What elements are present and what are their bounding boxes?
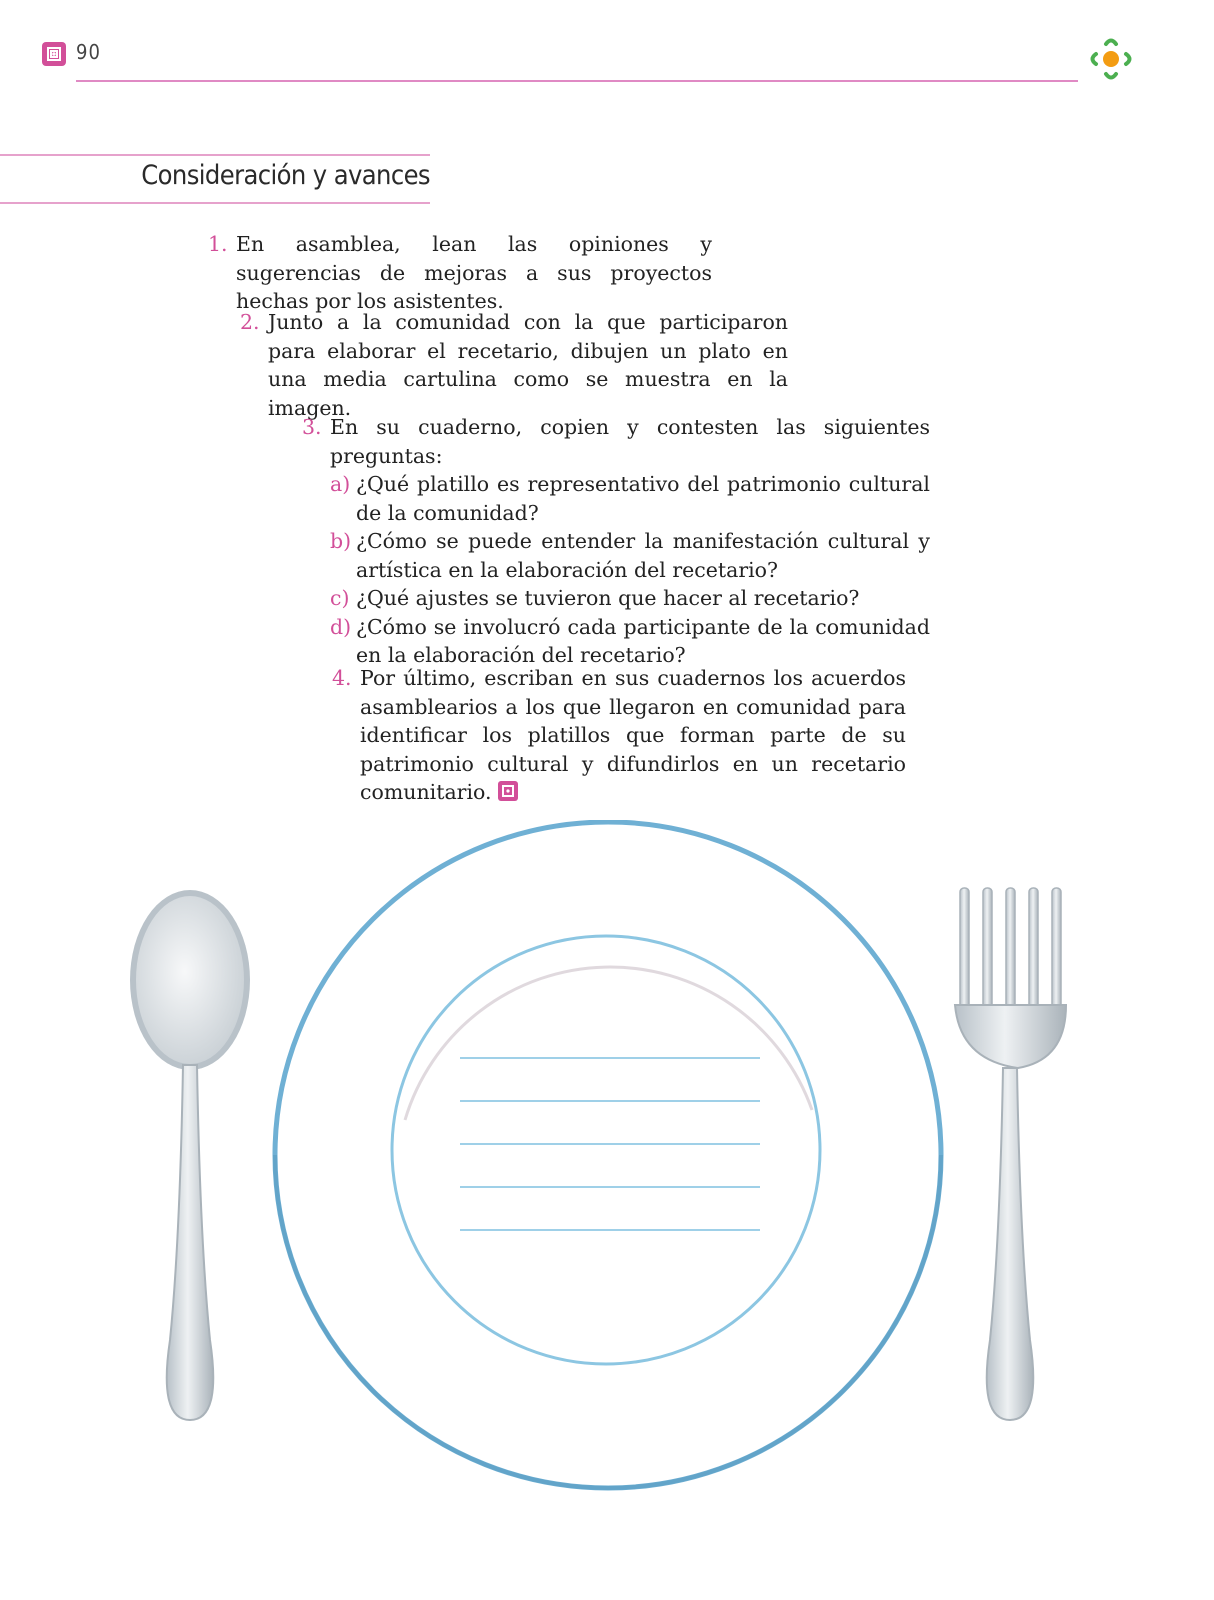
page-ornament-icon: [40, 40, 68, 68]
brand-logo-icon: [1084, 32, 1138, 86]
page-number: 90: [76, 40, 101, 64]
item-number: 3.: [302, 415, 322, 439]
sub-letter: d): [330, 614, 352, 639]
item-text: Junto a la comunidad con la que participaron para elaborar el recetario, dibujen un plato en una media cartulina como se muestra en la imagen.: [268, 310, 788, 420]
header-divider: [76, 80, 1078, 82]
section-heading-bar: [0, 154, 430, 204]
end-ornament-icon: [496, 779, 520, 803]
sub-question-b: [330, 527, 930, 584]
sub-question-a: [330, 470, 930, 527]
item-number: 1.: [208, 232, 228, 256]
item-number: 4.: [332, 666, 352, 690]
sub-letter: b): [330, 529, 352, 553]
section-title: Consideración y avances: [141, 160, 430, 191]
sub-text: ¿Cómo se involucró cada participante de la comunidad en la elaboración del recetario?: [356, 614, 930, 667]
item-number: 2.: [240, 310, 260, 334]
item-text: En asamblea, lean las opiniones y sugerencias de mejoras a sus proyectos hechas por los asistentes.: [236, 232, 712, 313]
plate-icon: [275, 822, 941, 1488]
list-item-2: [240, 308, 788, 422]
sub-text: ¿Qué ajustes se tuvieron que hacer al recetario?: [356, 586, 860, 610]
spoon-icon: [130, 890, 250, 1420]
list-item-1: [208, 230, 712, 316]
fork-icon: [955, 888, 1066, 1420]
sub-letter: a): [330, 472, 351, 496]
list-item-4: [332, 664, 906, 807]
sub-text: ¿Qué platillo es representativo del patrimonio cultural de la comunidad?: [356, 472, 930, 525]
sub-question-c: [330, 584, 930, 613]
item-text: En su cuaderno, copien y contesten las siguientes preguntas:: [330, 415, 930, 468]
list-item-3: [302, 413, 930, 670]
sub-text: ¿Cómo se puede entender la manifestación cultural y artística en la elaboración del recetario?: [356, 529, 930, 582]
place-setting-illustration: [0, 820, 1214, 1540]
sub-question-d: [330, 613, 930, 670]
item-text: Por último, escriban en sus cuadernos los acuerdos asamblearios a los que llegaron en comunidad para identificar los platillos que forman parte de su patrimonio cultural y difundirlos en un recetario comunitario.: [360, 666, 906, 804]
sub-letter: c): [330, 586, 350, 610]
